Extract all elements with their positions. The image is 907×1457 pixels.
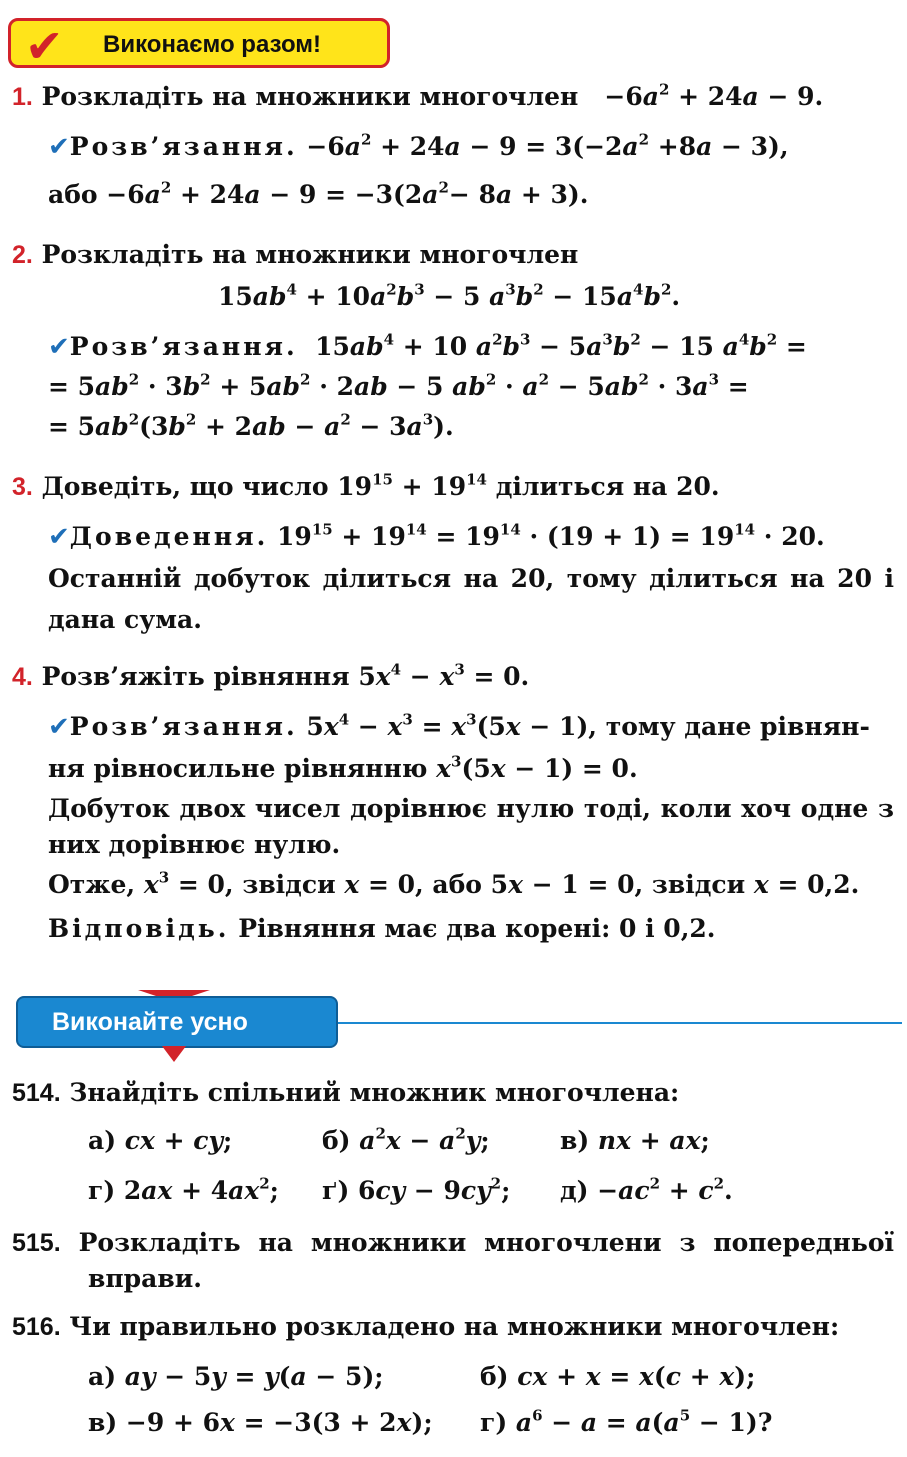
oral-banner-title: Виконайте усно [52,1008,248,1036]
example-banner [8,18,390,73]
example-4-answer: Відповідь. Рівняння має два корені: 0 і 0,2. [48,914,716,943]
exercise-514-v: в) nx + ax; [560,1126,710,1155]
example-3-task: 3. Доведіть, що число $19^{15} + 19^{14}$ ділиться на 20. [12,470,720,501]
example-3-conclusion-2: дана сума. [48,605,202,634]
check-icon: ✔ [48,332,70,362]
example-4-equivalent: ня рівносильне рівнянню $x^3(5x - 1) = 0$. [48,752,638,783]
example-4-product-1: Добуток двох чисел дорівнює нулю тоді, коли хоч одне з [48,794,894,823]
exercise-514-g: г) $2ax + 4ax^2$; [88,1174,279,1205]
example-2-solution: ✔Розв’язання. $15ab^4 + 10$ $a^2b^3 - 5a^3b^2 - 15$ $a^4b^2$ = [48,330,807,362]
exercise-514-a: а) cx + cy; [88,1126,233,1155]
exercise-516-a: а) ay − 5y = y(a − 5); [88,1362,384,1391]
exercise-516-v: в) −9 + 6x = −3(3 + 2x); [88,1408,433,1437]
example-1-solution: ✔Розв’язання. $-6a^2 + 24a - 9 = 3(-2a^2 +8a - 3)$, [48,130,789,162]
checkmark-icon: ✔ [25,19,64,73]
exercise-514-b: б) $a^2x - a^2y$; [322,1124,490,1155]
check-icon: ✔ [48,522,70,552]
example-2-task: 2. Розкладіть на множники многочлен [12,240,579,269]
exercise-515-cont: вправи. [88,1264,202,1293]
example-4-product-2: них дорівнює нулю. [48,830,341,859]
exercise-516-b: б) cx + x = x(c + x); [480,1362,756,1391]
example-1-alt: або $-6a^2 + 24a - 9 = -3(2a^2- 8a + 3)$. [48,178,589,209]
example-3-conclusion-1: Останній добуток ділиться на 20, тому ділиться на 20 і [48,564,894,593]
banner-ribbon-pointer [162,1046,186,1062]
check-icon: ✔ [48,132,70,162]
check-icon: ✔ [48,712,70,742]
example-1-task: 1. Розкладіть на множники многочлен $-6a^2 + 24a - 9$. [12,80,824,111]
example-4-roots: Отже, $x^3 = 0$, звідси x = 0, або 5x − 1 = 0, звідси x = 0,2. [48,868,860,899]
exercise-516: 516. Чи правильно розкладено на множники многочлен: [12,1312,840,1341]
example-2-expression: $15ab^4 + 10a^2b^3 - 5$ $a^3b^2 - 15a^4b^2$. [218,280,681,311]
section-divider [338,1022,902,1024]
banner-title: Виконаємо разом! [103,31,322,58]
exercise-515: 515. Розкладіть на множники многочлени з попередньої [12,1228,894,1257]
example-4-solution: ✔Розв’язання. $5x^4 - x^3 = x^3(5x - 1)$, тому дане рівнян- [48,710,870,742]
oral-banner [16,996,338,1048]
example-3-proof: ✔Доведення. $19^{15} + 19^{14} = 19^{14} \cdot (19 + 1) = 19^{14} \cdot 20$. [48,520,825,552]
exercise-514-ge: ґ) $6cy - 9cy^2$; [322,1174,511,1205]
example-2-step-2: = $5ab^2 \cdot 3b^2 + 5ab^2 \cdot 2ab - 5$ $ab^2 \cdot a^2 - 5ab^2 \cdot 3a^3$ = [48,370,749,401]
exercise-514-d: $д) -ac^2 + c^2$. [560,1174,733,1205]
exercise-514: 514. Знайдіть спільний множник многочлена: [12,1078,680,1107]
example-2-step-3: = $5ab^2(3b^2 + 2ab - a^2 - 3a^3)$. [48,410,454,441]
example-4-task: 4. Розв’яжіть рівняння $5x^4 - x^3 = 0$. [12,660,530,691]
exercise-516-g: г) $a^6 - a = a(a^5 - 1)$? [480,1406,773,1437]
